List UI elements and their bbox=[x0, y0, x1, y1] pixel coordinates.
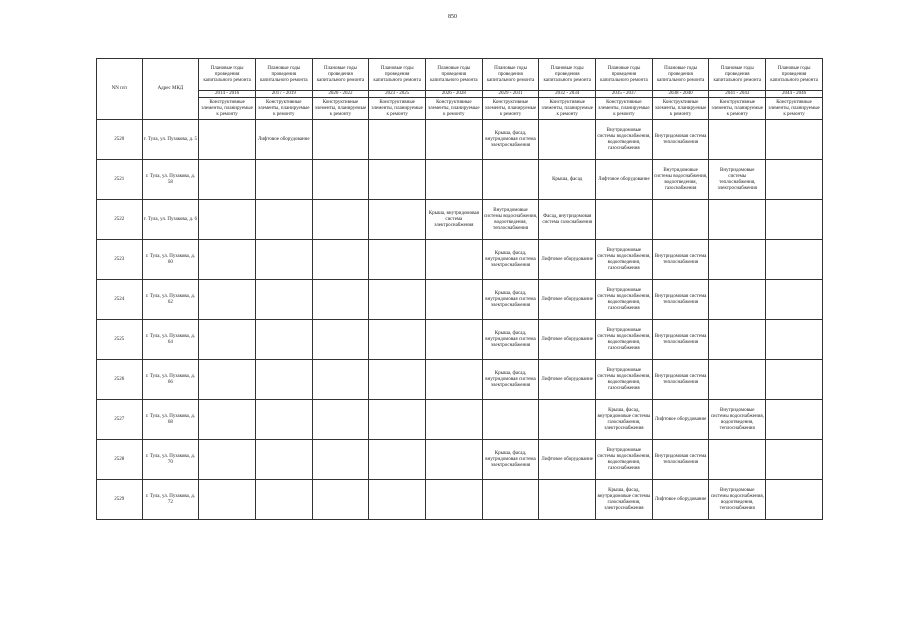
row-cell bbox=[255, 360, 312, 400]
row-cell: Лифтовое оборудование bbox=[652, 480, 709, 520]
row-cell bbox=[312, 360, 369, 400]
row-cell bbox=[255, 480, 312, 520]
row-cell: Лифтовое оборудование bbox=[596, 160, 653, 200]
row-cell bbox=[312, 160, 369, 200]
row-cell: Внутридомовые системы водоснабжения, водоотведения, теплоснабжения bbox=[709, 480, 766, 520]
row-cell bbox=[199, 400, 256, 440]
header-period: 2023 - 2025 bbox=[369, 91, 426, 98]
row-cell bbox=[766, 280, 823, 320]
row-address: г. Тула, ул. Пузакова, д. 62 bbox=[142, 280, 199, 320]
row-cell bbox=[766, 400, 823, 440]
row-cell bbox=[255, 160, 312, 200]
row-cell bbox=[482, 400, 539, 440]
row-cell: Внутридомовые системы водоснабжения, водоотведения, газоснабжения bbox=[596, 440, 653, 480]
header-period: 2044 - 2046 bbox=[766, 91, 823, 98]
header-address: Адрес МКД bbox=[142, 59, 199, 120]
capital-repair-table bbox=[96, 58, 823, 520]
row-cell: Крыша, фасад, внутридомовая система электроснабжения bbox=[482, 280, 539, 320]
row-address: г. Тула, ул. Пузакова, д. 58 bbox=[142, 160, 199, 200]
row-cell bbox=[312, 200, 369, 240]
row-cell: Внутридомовые системы водоснабжения, водоотведения, теплоснабжения bbox=[709, 400, 766, 440]
row-cell bbox=[199, 200, 256, 240]
header-period: 2035 - 2037 bbox=[596, 91, 653, 98]
row-cell: Лифтовое оборудование bbox=[255, 120, 312, 160]
row-cell: Внутридомовая система теплоснабжения bbox=[652, 120, 709, 160]
header-elements: Конструктивные элементы, планируемые к ремонту bbox=[312, 98, 369, 120]
row-cell bbox=[426, 480, 483, 520]
header-elements: Конструктивные элементы, планируемые к ремонту bbox=[255, 98, 312, 120]
row-cell bbox=[766, 120, 823, 160]
header-row-planned bbox=[97, 59, 823, 91]
header-period: 2020 - 2022 bbox=[312, 91, 369, 98]
header-planned-years: Плановые годы проведения капитального ремонта bbox=[312, 59, 369, 91]
table-row bbox=[97, 480, 823, 520]
row-cell: Внутридомовые системы водоснабжения, водоотведения, теплоснабжения bbox=[482, 200, 539, 240]
row-number: 2528 bbox=[97, 440, 143, 480]
row-cell: Внутридомовые системы водоснабжения, водоотведения, газоснабжения bbox=[652, 160, 709, 200]
row-cell bbox=[426, 160, 483, 200]
row-cell bbox=[539, 480, 596, 520]
row-cell bbox=[426, 400, 483, 440]
row-cell bbox=[312, 280, 369, 320]
row-cell bbox=[369, 480, 426, 520]
header-period: 2029 - 2031 bbox=[482, 91, 539, 98]
row-cell bbox=[369, 240, 426, 280]
row-cell: Крыша, фасад, внутридомовые системы газоснабжения, электроснабжения bbox=[596, 400, 653, 440]
row-cell bbox=[369, 120, 426, 160]
row-cell: Лифтовое оборудование bbox=[539, 280, 596, 320]
header-planned-years: Плановые годы проведения капитального ремонта bbox=[539, 59, 596, 91]
row-cell bbox=[539, 400, 596, 440]
row-cell: Внутридомовые системы водоснабжения, водоотведения, газоснабжения bbox=[596, 280, 653, 320]
header-planned-years: Плановые годы проведения капитального ремонта bbox=[426, 59, 483, 91]
row-cell bbox=[482, 160, 539, 200]
header-period: 2014 - 2016 bbox=[199, 91, 256, 98]
row-cell: Крыша, фасад bbox=[539, 160, 596, 200]
row-cell: Лифтовое оборудование bbox=[539, 440, 596, 480]
table-row bbox=[97, 360, 823, 400]
row-cell bbox=[369, 320, 426, 360]
row-cell: Лифтовое оборудование bbox=[539, 320, 596, 360]
row-cell bbox=[255, 280, 312, 320]
row-cell: Внутридомовая система теплоснабжения bbox=[652, 240, 709, 280]
row-cell: Крыша, фасад, внутридомовая система электроснабжения bbox=[482, 320, 539, 360]
table-row bbox=[97, 120, 823, 160]
row-address: г. Тула, ул. Пузакова, д. 72 bbox=[142, 480, 199, 520]
row-cell bbox=[199, 240, 256, 280]
row-cell bbox=[709, 320, 766, 360]
row-cell bbox=[255, 440, 312, 480]
row-cell: Внутридомовые системы теплоснабжения, электроснабжения bbox=[709, 160, 766, 200]
row-number: 2525 bbox=[97, 320, 143, 360]
row-cell bbox=[255, 320, 312, 360]
header-num: NN п/п bbox=[97, 59, 143, 120]
header-row-periods bbox=[97, 91, 823, 98]
table-row bbox=[97, 160, 823, 200]
row-cell: Внутридомовая система теплоснабжения bbox=[652, 440, 709, 480]
table-row bbox=[97, 320, 823, 360]
header-elements: Конструктивные элементы, планируемые к ремонту bbox=[426, 98, 483, 120]
row-cell bbox=[199, 280, 256, 320]
header-planned-years: Плановые годы проведения капитального ремонта bbox=[199, 59, 256, 91]
row-cell bbox=[766, 160, 823, 200]
row-cell bbox=[766, 360, 823, 400]
row-cell bbox=[426, 280, 483, 320]
header-elements: Конструктивные элементы, планируемые к ремонту bbox=[596, 98, 653, 120]
row-number: 2527 bbox=[97, 400, 143, 440]
row-cell bbox=[312, 480, 369, 520]
header-planned-years: Плановые годы проведения капитального ремонта bbox=[255, 59, 312, 91]
row-cell bbox=[709, 440, 766, 480]
row-cell bbox=[482, 480, 539, 520]
row-cell bbox=[369, 160, 426, 200]
row-cell bbox=[312, 240, 369, 280]
header-period: 2026 - 2028 bbox=[426, 91, 483, 98]
header-period: 2017 - 2019 bbox=[255, 91, 312, 98]
row-cell: Крыша, фасад, внутридомовая система электроснабжения bbox=[482, 240, 539, 280]
row-cell bbox=[312, 400, 369, 440]
page-number: 850 bbox=[448, 14, 457, 20]
table-row bbox=[97, 400, 823, 440]
row-cell bbox=[312, 120, 369, 160]
row-number: 2526 bbox=[97, 360, 143, 400]
header-period: 2032 - 2034 bbox=[539, 91, 596, 98]
row-cell bbox=[255, 400, 312, 440]
row-cell bbox=[369, 280, 426, 320]
row-cell bbox=[709, 240, 766, 280]
header-elements: Конструктивные элементы, планируемые к ремонту bbox=[652, 98, 709, 120]
row-number: 2524 bbox=[97, 280, 143, 320]
row-cell bbox=[709, 280, 766, 320]
row-cell bbox=[596, 200, 653, 240]
header-elements: Конструктивные элементы, планируемые к ремонту bbox=[369, 98, 426, 120]
header-elements: Конструктивные элементы, планируемые к ремонту bbox=[539, 98, 596, 120]
header-elements: Конструктивные элементы, планируемые к ремонту bbox=[482, 98, 539, 120]
row-cell bbox=[369, 360, 426, 400]
row-cell bbox=[312, 320, 369, 360]
row-cell: Внутридомовые системы водоснабжения, водоотведения, газоснабжения bbox=[596, 360, 653, 400]
header-planned-years: Плановые годы проведения капитального ремонта bbox=[369, 59, 426, 91]
row-number: 2521 bbox=[97, 160, 143, 200]
row-cell: Крыша, внутридомовая система электроснабжения bbox=[426, 200, 483, 240]
row-cell bbox=[199, 120, 256, 160]
row-address: г. Тула, ул. Пузакова, д. 66 bbox=[142, 360, 199, 400]
row-cell bbox=[766, 480, 823, 520]
row-cell: Крыша, фасад, внутридомовая система электроснабжения bbox=[482, 440, 539, 480]
row-cell bbox=[255, 200, 312, 240]
row-number: 2520 bbox=[97, 120, 143, 160]
header-planned-years: Плановые годы проведения капитального ремонта bbox=[596, 59, 653, 91]
row-cell: Лифтовое оборудование bbox=[539, 240, 596, 280]
row-cell: Внутридомовые системы водоснабжения, водоотведения, газоснабжения bbox=[596, 120, 653, 160]
row-cell bbox=[766, 440, 823, 480]
row-cell bbox=[539, 120, 596, 160]
row-cell bbox=[369, 440, 426, 480]
row-cell bbox=[426, 360, 483, 400]
row-cell bbox=[369, 200, 426, 240]
header-planned-years: Плановые годы проведения капитального ремонта bbox=[709, 59, 766, 91]
row-cell bbox=[709, 360, 766, 400]
row-cell bbox=[426, 440, 483, 480]
header-period: 2041 - 2043 bbox=[709, 91, 766, 98]
row-number: 2522 bbox=[97, 200, 143, 240]
row-cell bbox=[199, 320, 256, 360]
row-cell: Внутридомовые системы водоснабжения, водоотведения, газоснабжения bbox=[596, 320, 653, 360]
row-address: г. Тула, ул. Пузакова, д. 64 bbox=[142, 320, 199, 360]
row-address: г. Тула, ул. Пузакова, д. 5 bbox=[142, 120, 199, 160]
table-row bbox=[97, 440, 823, 480]
row-cell bbox=[199, 160, 256, 200]
header-elements: Конструктивные элементы, планируемые к ремонту bbox=[709, 98, 766, 120]
row-cell bbox=[426, 320, 483, 360]
header-row-elements bbox=[97, 98, 823, 120]
row-address: г. Тула, ул. Пузакова, д. 6 bbox=[142, 200, 199, 240]
row-address: г. Тула, ул. Пузакова, д. 70 bbox=[142, 440, 199, 480]
row-cell bbox=[199, 440, 256, 480]
row-number: 2523 bbox=[97, 240, 143, 280]
header-elements: Конструктивные элементы, планируемые к ремонту bbox=[766, 98, 823, 120]
row-address: г. Тула, ул. Пузакова, д. 60 bbox=[142, 240, 199, 280]
row-cell: Внутридомовая система теплоснабжения bbox=[652, 320, 709, 360]
header-elements: Конструктивные элементы, планируемые к ремонту bbox=[199, 98, 256, 120]
header-planned-years: Плановые годы проведения капитального ремонта bbox=[482, 59, 539, 91]
row-cell: Внутридомовые системы водоснабжения, водоотведения, газоснабжения bbox=[596, 240, 653, 280]
row-cell bbox=[766, 200, 823, 240]
row-cell: Крыша, фасад, внутридомовая система электроснабжения bbox=[482, 120, 539, 160]
row-address: г. Тула, ул. Пузакова, д. 68 bbox=[142, 400, 199, 440]
row-cell bbox=[426, 120, 483, 160]
header-period: 2038 - 2040 bbox=[652, 91, 709, 98]
row-cell bbox=[199, 480, 256, 520]
row-cell: Крыша, фасад, внутридомовая система электроснабжения bbox=[482, 360, 539, 400]
header-planned-years: Плановые годы проведения капитального ремонта bbox=[652, 59, 709, 91]
row-cell: Внутридомовая система теплоснабжения bbox=[652, 360, 709, 400]
row-cell: Лифтовое оборудование bbox=[539, 360, 596, 400]
row-cell bbox=[369, 400, 426, 440]
row-cell: Фасад, внутридомовая система газоснабжения bbox=[539, 200, 596, 240]
table-row bbox=[97, 200, 823, 240]
row-cell bbox=[709, 120, 766, 160]
row-cell bbox=[766, 240, 823, 280]
row-cell: Лифтовое оборудование bbox=[652, 400, 709, 440]
row-cell bbox=[255, 240, 312, 280]
table-row bbox=[97, 280, 823, 320]
row-cell bbox=[199, 360, 256, 400]
table-row bbox=[97, 240, 823, 280]
row-cell bbox=[766, 320, 823, 360]
row-cell bbox=[312, 440, 369, 480]
row-cell: Внутридомовая система теплоснабжения bbox=[652, 280, 709, 320]
row-cell: Крыша, фасад, внутридомовые системы газоснабжения, электроснабжения bbox=[596, 480, 653, 520]
header-planned-years: Плановые годы проведения капитального ремонта bbox=[766, 59, 823, 91]
row-cell bbox=[426, 240, 483, 280]
row-cell bbox=[652, 200, 709, 240]
row-cell bbox=[709, 200, 766, 240]
row-number: 2529 bbox=[97, 480, 143, 520]
